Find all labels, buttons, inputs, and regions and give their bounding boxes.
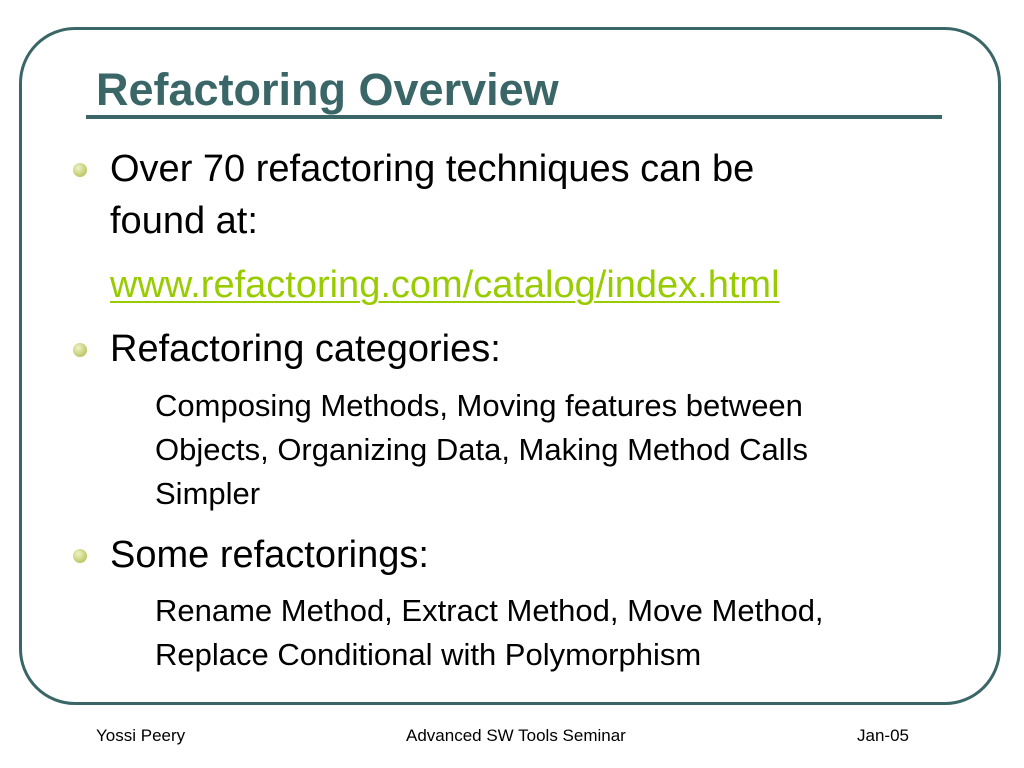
bullet-text-line: Refactoring categories: bbox=[110, 328, 501, 370]
title-underline bbox=[86, 115, 942, 119]
bullet-dot-icon bbox=[73, 163, 87, 177]
bullet-text-line: Some refactorings: bbox=[110, 534, 429, 576]
bullet-text-line: found at: bbox=[110, 200, 258, 242]
sub-text-line: Rename Method, Extract Method, Move Method, bbox=[155, 593, 824, 628]
bullet-text-line: Over 70 refactoring techniques can be bbox=[110, 148, 755, 190]
sub-text-line: Composing Methods, Moving features between bbox=[155, 388, 803, 423]
sub-text-line: Objects, Organizing Data, Making Method Calls bbox=[155, 432, 809, 467]
catalog-link[interactable]: www.refactoring.com/catalog/index.html bbox=[110, 264, 780, 306]
sub-text-line: Simpler bbox=[155, 476, 261, 511]
footer-author: Yossi Peery bbox=[96, 726, 186, 745]
slide-title: Refactoring Overview bbox=[96, 64, 559, 115]
sub-text-line: Replace Conditional with Polymorphism bbox=[155, 637, 702, 672]
bullet-dot-icon bbox=[73, 343, 87, 357]
footer-seminar: Advanced SW Tools Seminar bbox=[406, 726, 626, 745]
footer-date: Jan-05 bbox=[857, 726, 909, 745]
bullet-dot-icon bbox=[73, 549, 87, 563]
